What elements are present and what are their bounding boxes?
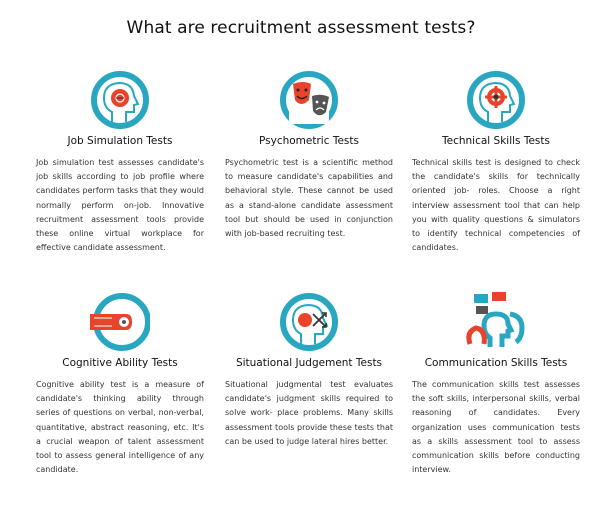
head-gear-icon — [466, 70, 526, 130]
card-title: Communication Skills Tests — [424, 357, 568, 369]
card-text: Cognitive ability test is a measure of candidate's thinking ability through series of questions on verbal, non-verbal, quantitative, abstract reasoning, etc. It's a crucial weapon of talent assessment tool to assess general intelligence of any candidate. — [36, 380, 204, 475]
card-text: Job simulation test assesses candidate's job skills according to job profile where candidates perform tasks that they would normally perform on-job. Innovative recruitment assessment tools provide these online virtual workplace for effective candidate assessment. — [36, 158, 204, 253]
card-text: Situational judgmental test evaluates candidate's judgment skills required to solve work- place problems. Many skills assessment tools provide these tests that can be used to judge lateral hires better. — [225, 380, 393, 446]
card-title: Cognitive Ability Tests — [62, 357, 178, 369]
card-text: Psychometric test is a scientific method to measure candidate's capabilities and behavioral style. These cannot be used as a stand-alone candidate assessment tool but should be used in conjunction with job-based recruiting test. — [225, 158, 393, 239]
head-target-icon — [90, 70, 150, 130]
card-title: Psychometric Tests — [259, 135, 359, 147]
speech-bubbles-icon — [466, 292, 526, 352]
card-text: The communication skills test assesses the soft skills, interpersonal skills, verbal reasoning of candidates. Every organization uses communication tests as a skills assessment tool to assess communication skills before conducting interview. — [412, 380, 580, 475]
card-title: Job Simulation Tests — [67, 135, 173, 147]
page-title: What are recruitment assessment tests? — [126, 18, 476, 38]
cognitive-arm-icon — [90, 292, 150, 352]
card-title: Technical Skills Tests — [441, 135, 550, 147]
card-title: Situational Judgement Tests — [235, 357, 383, 369]
card-text: Technical skills test is designed to check the candidate's skills for technically oriented job- roles. Choose a right interview assessment tool that can help you with quality questions & simulators to identify technical competencies of candidates. — [412, 158, 580, 253]
theater-masks-icon — [279, 70, 339, 130]
head-arrows-icon — [279, 292, 339, 352]
